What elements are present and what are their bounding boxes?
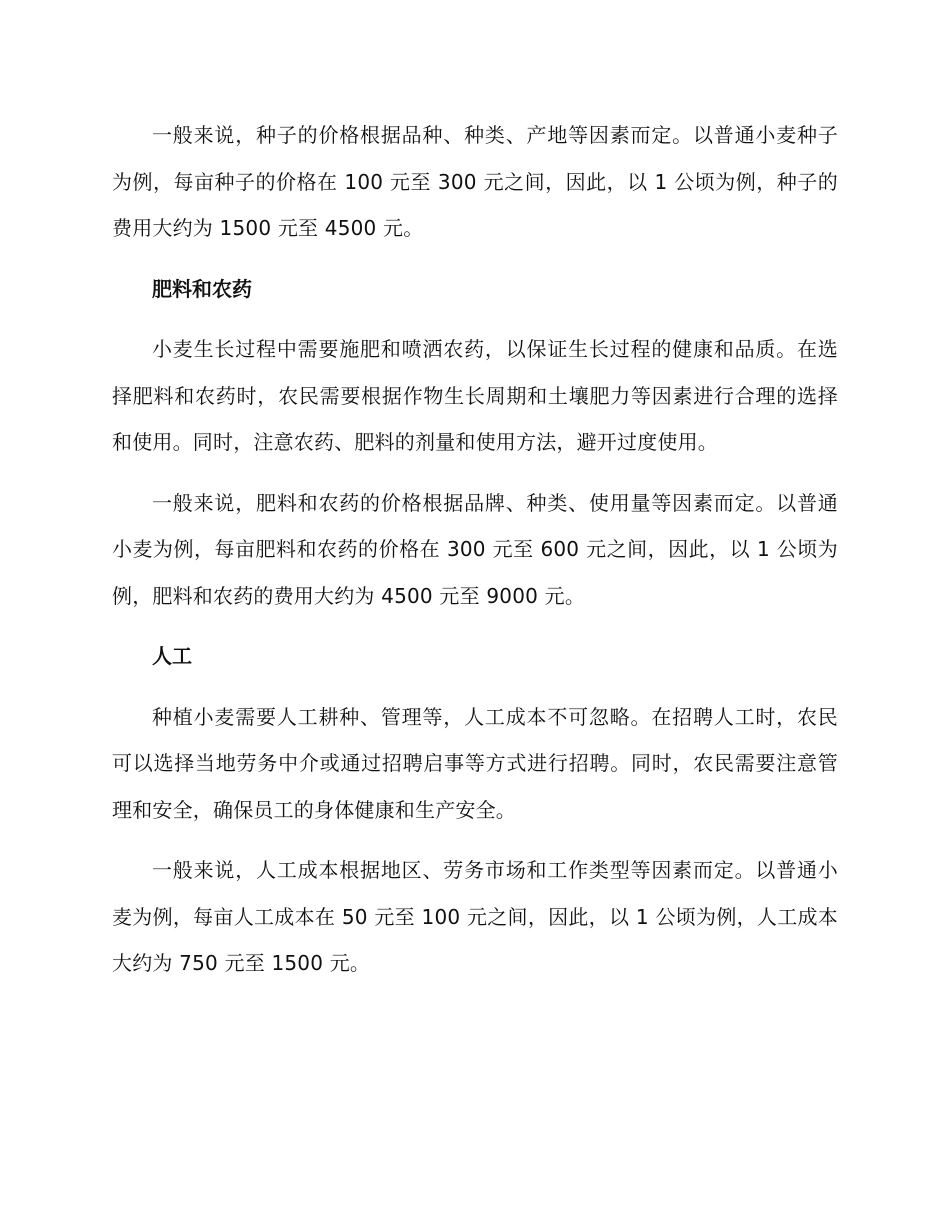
section-heading-labor: 人工 (152, 644, 192, 668)
paragraph-seed-price: 一般来说，种子的价格根据品种、种类、产地等因素而定。以普通小麦种子为例，每亩种子的价格在 100 元至 300 元之间，因此，以 1 公顷为例，种子的费用大约为 1500 元至 4500 元。 (112, 123, 838, 240)
paragraph-labor-cost: 一般来说，人工成本根据地区、劳务市场和工作类型等因素而定。以普通小麦为例，每亩人工成本在 50 元至 100 元之间，因此，以 1 公顷为例，人工成本大约为 750 元至 1500 元。 (112, 858, 838, 975)
paragraph-fertilizer-price: 一般来说，肥料和农药的价格根据品牌、种类、使用量等因素而定。以普通小麦为例，每亩肥料和农药的价格在 300 元至 600 元之间，因此，以 1 公顷为例，肥料和农药的费用大约为 4500 元至 9000 元。 (112, 490, 838, 608)
section-heading-fertilizer-pesticide: 肥料和农药 (152, 276, 252, 301)
paragraph-labor-management: 种植小麦需要人工耕种、管理等，人工成本不可忽略。在招聘人工时，农民可以选择当地劳务中介或通过招聘启事等方式进行招聘。同时，农民需要注意管理和安全，确保员工的身体健康和生产安全。 (112, 704, 838, 822)
paragraph-fertilizer-usage: 小麦生长过程中需要施肥和喷洒农药，以保证生长过程的健康和品质。在选择肥料和农药时，农民需要根据作物生长周期和土壤肥力等因素进行合理的选择和使用。同时，注意农药、肥料的剂量和使用方法，避开过度使用。 (112, 337, 838, 454)
